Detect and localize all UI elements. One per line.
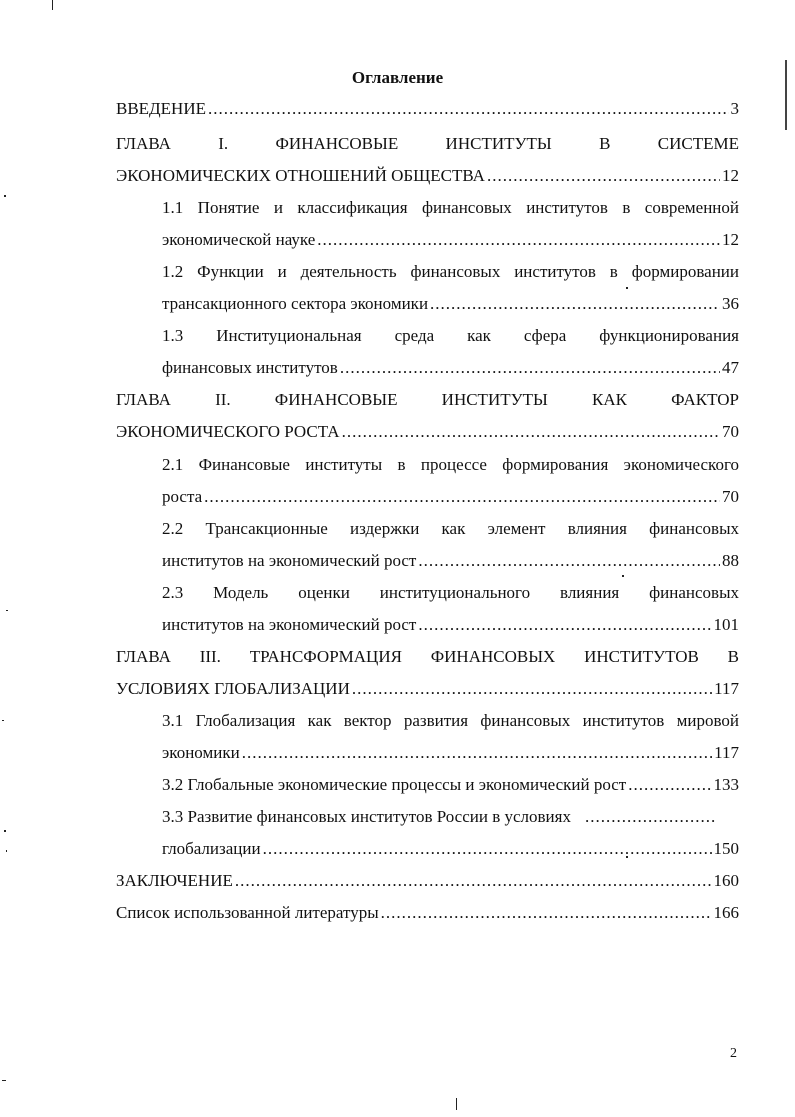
leader-dots xyxy=(418,609,711,641)
page-number: 2 xyxy=(730,1046,737,1061)
entry-page: 70 xyxy=(722,422,739,441)
leader-dots xyxy=(317,224,720,256)
toc-entry-chapter-1 xyxy=(116,128,739,192)
entry-page: 166 xyxy=(713,903,739,922)
leader-dots xyxy=(381,897,712,929)
leader-dots xyxy=(418,545,720,577)
entry-text: глобализации xyxy=(162,839,261,858)
toc-entry-3-3 xyxy=(162,801,739,865)
entry-line1: 2.1 Финансовые институты в процессе формирования экономического xyxy=(162,455,739,474)
entry-page: 36 xyxy=(722,294,739,313)
scan-artifact-mark xyxy=(52,0,53,10)
leader-dots xyxy=(340,352,720,384)
scan-artifact-dot xyxy=(4,195,6,197)
leader-dots xyxy=(263,833,712,865)
toc-entry-chapter-3 xyxy=(116,641,739,705)
toc-title: Оглавление xyxy=(351,68,444,87)
entry-line1: 1.3 Институциональная среда как сфера функционирования xyxy=(162,326,739,345)
entry-text: роста xyxy=(162,487,203,506)
scan-artifact-edge xyxy=(785,60,787,130)
toc-entry-2-1 xyxy=(162,449,739,513)
entry-line1: ГЛАВА II. ФИНАНСОВЫЕ ИНСТИТУТЫ КАК ФАКТОР xyxy=(116,390,739,409)
scan-artifact-dot xyxy=(4,830,6,832)
scan-artifact-dot xyxy=(6,610,8,611)
entry-text: 3.2 Глобальные экономические процессы и экономический рост xyxy=(162,775,627,794)
scan-artifact-dot xyxy=(2,1080,6,1081)
entry-text: ЗАКЛЮЧЕНИЕ xyxy=(116,871,233,890)
entry-line1: 2.2 Трансакционные издержки как элемент влияния финансовых xyxy=(162,519,739,538)
entry-text: финансовых институтов xyxy=(162,358,338,377)
entry-text: трансакционного сектора экономики xyxy=(162,294,429,313)
entry-page: 117 xyxy=(714,743,739,762)
toc-entry-1-1 xyxy=(162,192,739,256)
entry-line1: ГЛАВА III. ТРАНСФОРМАЦИЯ ФИНАНСОВЫХ ИНСТИТУТОВ В xyxy=(116,647,739,666)
scan-artifact-mark xyxy=(456,1098,457,1110)
scan-artifact-dot xyxy=(626,856,628,858)
leader-dots xyxy=(487,160,720,192)
entry-text: ВВЕДЕНИЕ xyxy=(116,99,206,118)
entry-text: ЭКОНОМИЧЕСКОГО РОСТА xyxy=(116,422,340,441)
leader-dots xyxy=(628,769,711,801)
leader-dots xyxy=(352,673,712,705)
scan-artifact-dot xyxy=(626,287,628,289)
leader-dots-partial: ......................... xyxy=(584,807,717,826)
toc-entry-3-2 xyxy=(162,769,739,801)
toc-entry-1-3 xyxy=(162,320,739,384)
entry-text: институтов на экономический рост xyxy=(162,615,417,634)
entry-page: 88 xyxy=(722,551,739,570)
leader-dots xyxy=(235,865,712,897)
leader-dots xyxy=(342,416,720,448)
entry-text: институтов на экономический рост xyxy=(162,551,417,570)
entry-page: 101 xyxy=(713,615,739,634)
entry-page: 117 xyxy=(714,679,739,698)
toc-entry-chapter-2 xyxy=(116,384,739,448)
leader-dots xyxy=(204,481,720,513)
entry-text: экономики xyxy=(162,743,240,762)
toc-entry-1-2 xyxy=(162,256,739,320)
leader-dots xyxy=(208,93,729,125)
entry-line1: 1.1 Понятие и классификация финансовых институтов в современной xyxy=(162,198,739,217)
entry-text: УСЛОВИЯХ ГЛОБАЛИЗАЦИИ xyxy=(116,679,350,698)
entry-line1: 1.2 Функции и деятельность финансовых институтов в формировании xyxy=(162,262,739,281)
scan-artifact-dot xyxy=(622,575,624,577)
entry-text: Список использованной литературы xyxy=(116,903,379,922)
toc-entry-2-2 xyxy=(162,513,739,577)
leader-dots xyxy=(430,288,720,320)
toc-entry-conclusion xyxy=(116,865,739,897)
toc-entry-2-3 xyxy=(162,577,739,641)
entry-page: 160 xyxy=(713,871,739,890)
entry-line1: 3.1 Глобализация как вектор развития финансовых институтов мировой xyxy=(162,711,739,730)
entry-page: 12 xyxy=(722,230,739,249)
entry-page: 133 xyxy=(713,775,739,794)
entry-text: ЭКОНОМИЧЕСКИХ ОТНОШЕНИЙ ОБЩЕСТВА xyxy=(116,166,485,185)
entry-page: 47 xyxy=(722,358,739,377)
scan-artifact-dot xyxy=(2,720,4,721)
entry-line1: 3.3 Развитие финансовых институтов России в условиях xyxy=(162,807,571,826)
entry-line1: ГЛАВА I. ФИНАНСОВЫЕ ИНСТИТУТЫ В СИСТЕМЕ xyxy=(116,134,739,153)
toc-entry-3-1 xyxy=(162,705,739,769)
toc-entry-references xyxy=(116,897,739,929)
scan-artifact-dot xyxy=(6,850,7,852)
entry-page: 3 xyxy=(730,99,739,118)
entry-page: 150 xyxy=(713,839,739,858)
toc-entry-introduction xyxy=(116,93,739,125)
entry-page: 70 xyxy=(722,487,739,506)
leader-dots xyxy=(242,737,712,769)
entry-text: экономической науке xyxy=(162,230,316,249)
entry-page: 12 xyxy=(722,166,739,185)
entry-line1: 2.3 Модель оценки институционального влияния финансовых xyxy=(162,583,739,602)
